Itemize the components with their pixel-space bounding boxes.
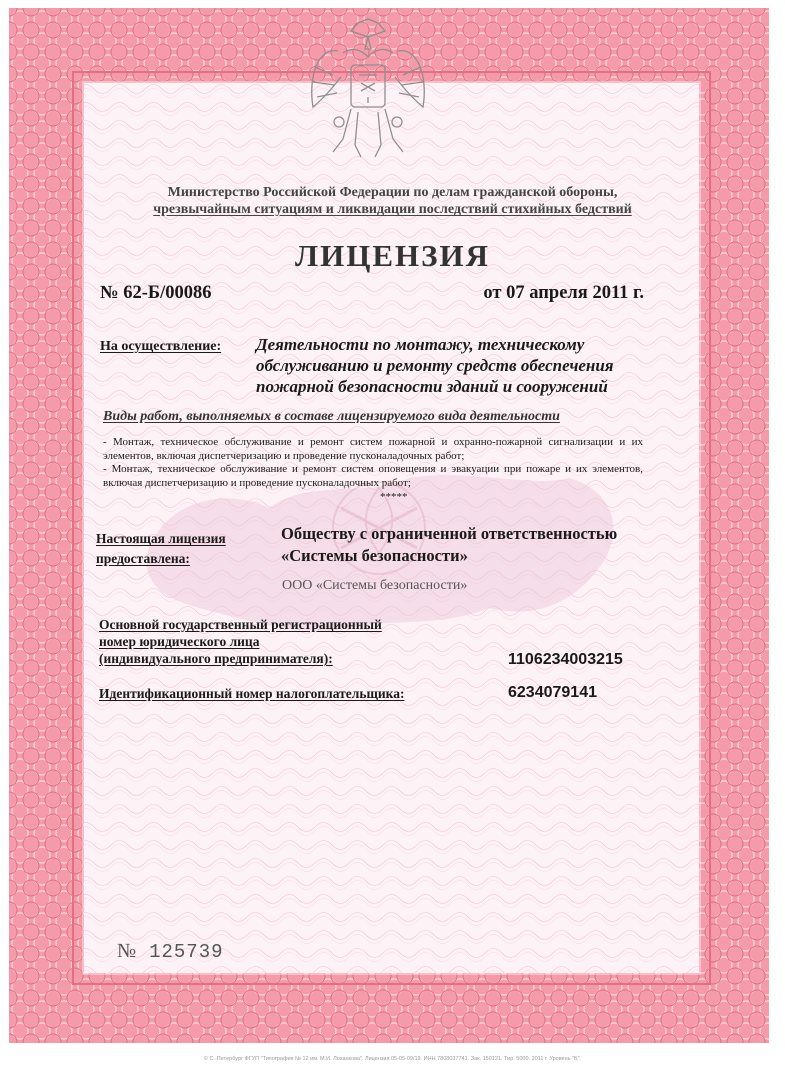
works-item-1: - Монтаж, техническое обслуживание и ремонт систем пожарной и охранно-пожарной сигнализации и их элементов, включая диспетчеризацию и проведение пусконаладочных работ; [103,436,643,462]
purpose-label: На осуществление: [100,339,222,354]
ogrn-label-line-2: номер юридического лица [99,634,260,649]
form-serial-number [117,940,224,963]
purpose-line-1: Деятельности по монтажу, техническому [256,335,585,354]
ogrn-label-line-1: Основной государственный регистрационный [99,617,382,632]
license-date: от 07 апреля 2011 г. [483,283,644,303]
works-separator: ***** [380,491,408,503]
granted-label-line-2: предоставлена: [96,551,190,566]
printer-imprint: © С.-Петербург ФГУП "Типография № 12 им. М.И. Лоханкова". Лицензия 05-05-09/19. ИНН 7808037741. Зак. 150121. Тир. 5000. 2011 г. Уровень "Б". [203,1056,582,1062]
ogrn-value: 1106234003215 [508,651,623,668]
organization-line-2: «Системы безопасности» [281,546,468,565]
organization-line-1: Обществу с ограниченной ответственностью [281,524,618,543]
serial-value: 125739 [149,941,224,963]
ogrn-label [99,616,382,667]
organization-name [281,523,617,567]
granted-label [96,529,226,569]
purpose-text [256,334,676,397]
ogrn-label-line-3: (индивидуального предпринимателя): [99,651,333,666]
organization-short-name: ООО «Системы безопасности» [282,578,468,593]
inn-value: 6234079141 [508,684,597,701]
granted-label-line-1: Настоящая лицензия [96,531,226,546]
serial-prefix: № [117,940,137,962]
purpose-line-3: пожарной безопасности зданий и сооружений [256,377,608,396]
purpose-line-2: обслуживанию и ремонту средств обеспечения [256,356,614,375]
works-list [103,436,643,490]
document-title: ЛИЦЕНЗИЯ [295,238,490,273]
ministry-line-2: чрезвычайным ситуациям и ликвидации последствий стихийных бедствий [153,202,632,217]
ministry-header [0,184,785,218]
works-item-2: - Монтаж, техническое обслуживание и ремонт систем оповещения и эвакуации при пожаре и их элементов, включая диспетчеризацию и проведение пусконаладочных работ; [103,463,643,489]
license-number: № 62-Б/00086 [100,283,212,303]
inn-label: Идентификационный номер налогоплательщика: [99,686,405,701]
ministry-line-1: Министерство Российской Федерации по делам гражданской обороны, [167,185,618,200]
works-title: Виды работ, выполняемых в составе лицензируемого вида деятельности [103,409,560,424]
coat-of-arms-emblem [303,17,433,167]
